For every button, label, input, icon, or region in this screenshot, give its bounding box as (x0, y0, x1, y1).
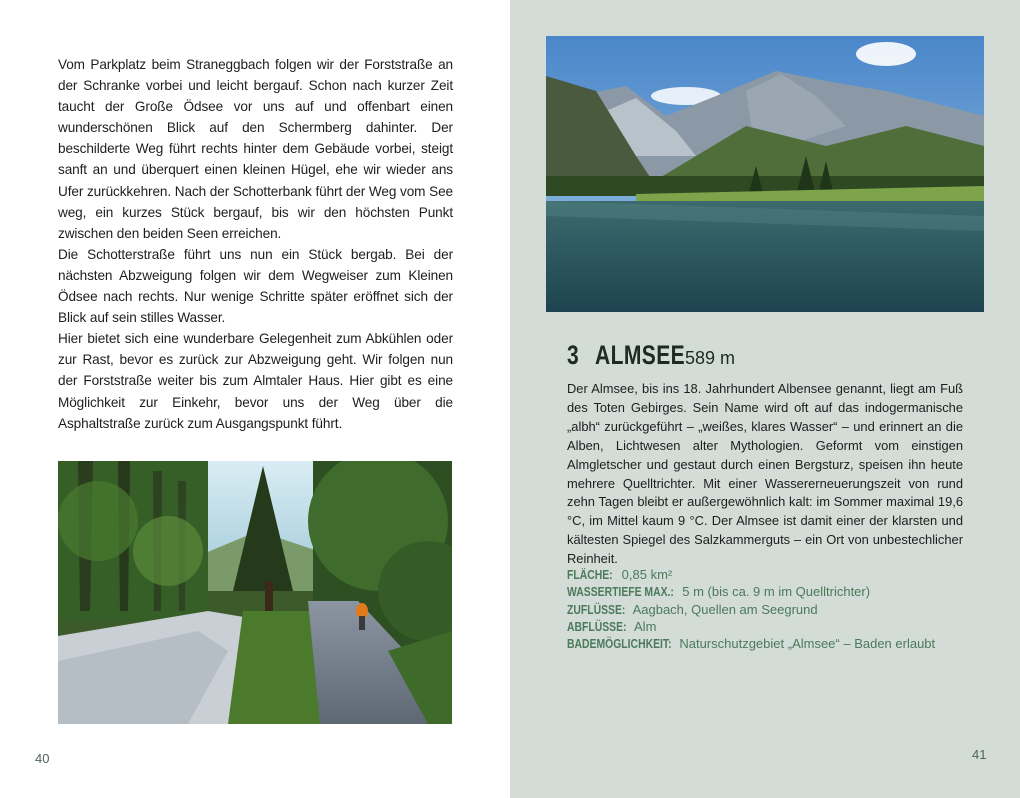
paragraph-1: Vom Parkplatz beim Straneggbach folgen wir der Forststraße an der Schranke vorbei und leicht bergauf. Schon nach kurzer Zeit taucht der Große Ödsee vor uns auf und offenbart einen wunderschönen Blick auf den Schermberg dahinter. Der beschilderte Weg führt rechts hinter dem Gebäude vorbei, steigt sanft an und überquert einen kleinen Hügel, ehe wir wieder ans Ufer zurückkehren. Nach der Schotterbank führt der Weg vom See weg, ein kurzes Stück bergauf, bis wir den höchsten Punkt zwischen den beiden Seen erreichen. (58, 57, 453, 241)
entry-number: 3 (567, 340, 580, 370)
paragraph-2: Die Schotterstraße führt uns nun ein Stück bergab. Bei der nächsten Abzweigung folgen wir dem Wegweiser zum Kleinen Ödsee nach rechts. Nur wenige Schritte später eröffnet sich der Blick auf sein stilles Wasser. (58, 246, 453, 326)
fact-value: 0,85 km² (621, 567, 673, 582)
fact-value: Naturschutzgebiet „Almsee“ – Baden erlaubt (679, 636, 936, 652)
fact-row-outflows (567, 618, 987, 635)
fact-row-inflows (567, 601, 987, 618)
left-body-text (58, 54, 453, 434)
entry-heading (567, 340, 735, 371)
right-page (510, 0, 1020, 798)
fact-label: WASSERTIEFE MAX.: (567, 584, 674, 600)
forest-cycling-photo (58, 461, 452, 724)
fact-value: Alm (634, 618, 657, 634)
fact-value: 5 m (bis ca. 9 m im Quelltrichter) (682, 584, 871, 600)
fact-row-bathing (567, 635, 987, 652)
fact-label: FLÄCHE: (567, 567, 613, 582)
fact-row-area (567, 566, 987, 583)
almsee-lake-photo (546, 36, 984, 312)
entry-description: Der Almsee, bis ins 18. Jahrhundert Albensee genannt, liegt am Fuß des Toten Gebirges. Sein Name wird oft auf das indogermanische „albh“ zurückgeführt – „weißes, klares Wasser“ – und erinnert an die Alben, Lichtwesen alter Mythologien. Geformt vom einstigen Almgletscher und gestaut durch einen Bergsturz, speisen ihn heute mehrere Quelltrichter. Mit einer Wassererneuerungszeit von rund zehn Tagen bleibt er außergewöhnlich kalt: im Sommer maximal 19,6 °C, im Mittel kaum 9 °C. Der Almsee ist damit einer der klarsten und kältesten Spiegel des Salzkammerguts – ein Ort von unbestechlicher Reinheit. (567, 381, 963, 567)
fact-label: ZUFLÜSSE: (567, 601, 626, 617)
page-number-left: 40 (35, 751, 50, 766)
fact-value: Aagbach, Quellen am Seegrund (632, 601, 818, 617)
fact-label: BADEMÖGLICHKEIT: (567, 636, 672, 652)
fact-row-depth (567, 583, 987, 600)
entry-altitude: 589 m (685, 348, 736, 368)
paragraph-3: Hier bietet sich eine wunderbare Gelegenheit zum Abkühlen oder zur Rast, bevor es zurück zur Abzweigung geht. Wir folgen nun der Forststraße weiter bis zum Almtaler Haus. Hier gibt es eine Möglichkeit zur Einkehr, bevor uns der Weg über die Asphaltstraße zurück zum Ausgangspunkt führt. (58, 331, 453, 431)
fact-label: ABFLÜSSE: (567, 618, 627, 634)
page-number-right: 41 (972, 747, 987, 762)
facts-list (567, 566, 987, 652)
entry-name: ALMSEE (595, 340, 686, 370)
